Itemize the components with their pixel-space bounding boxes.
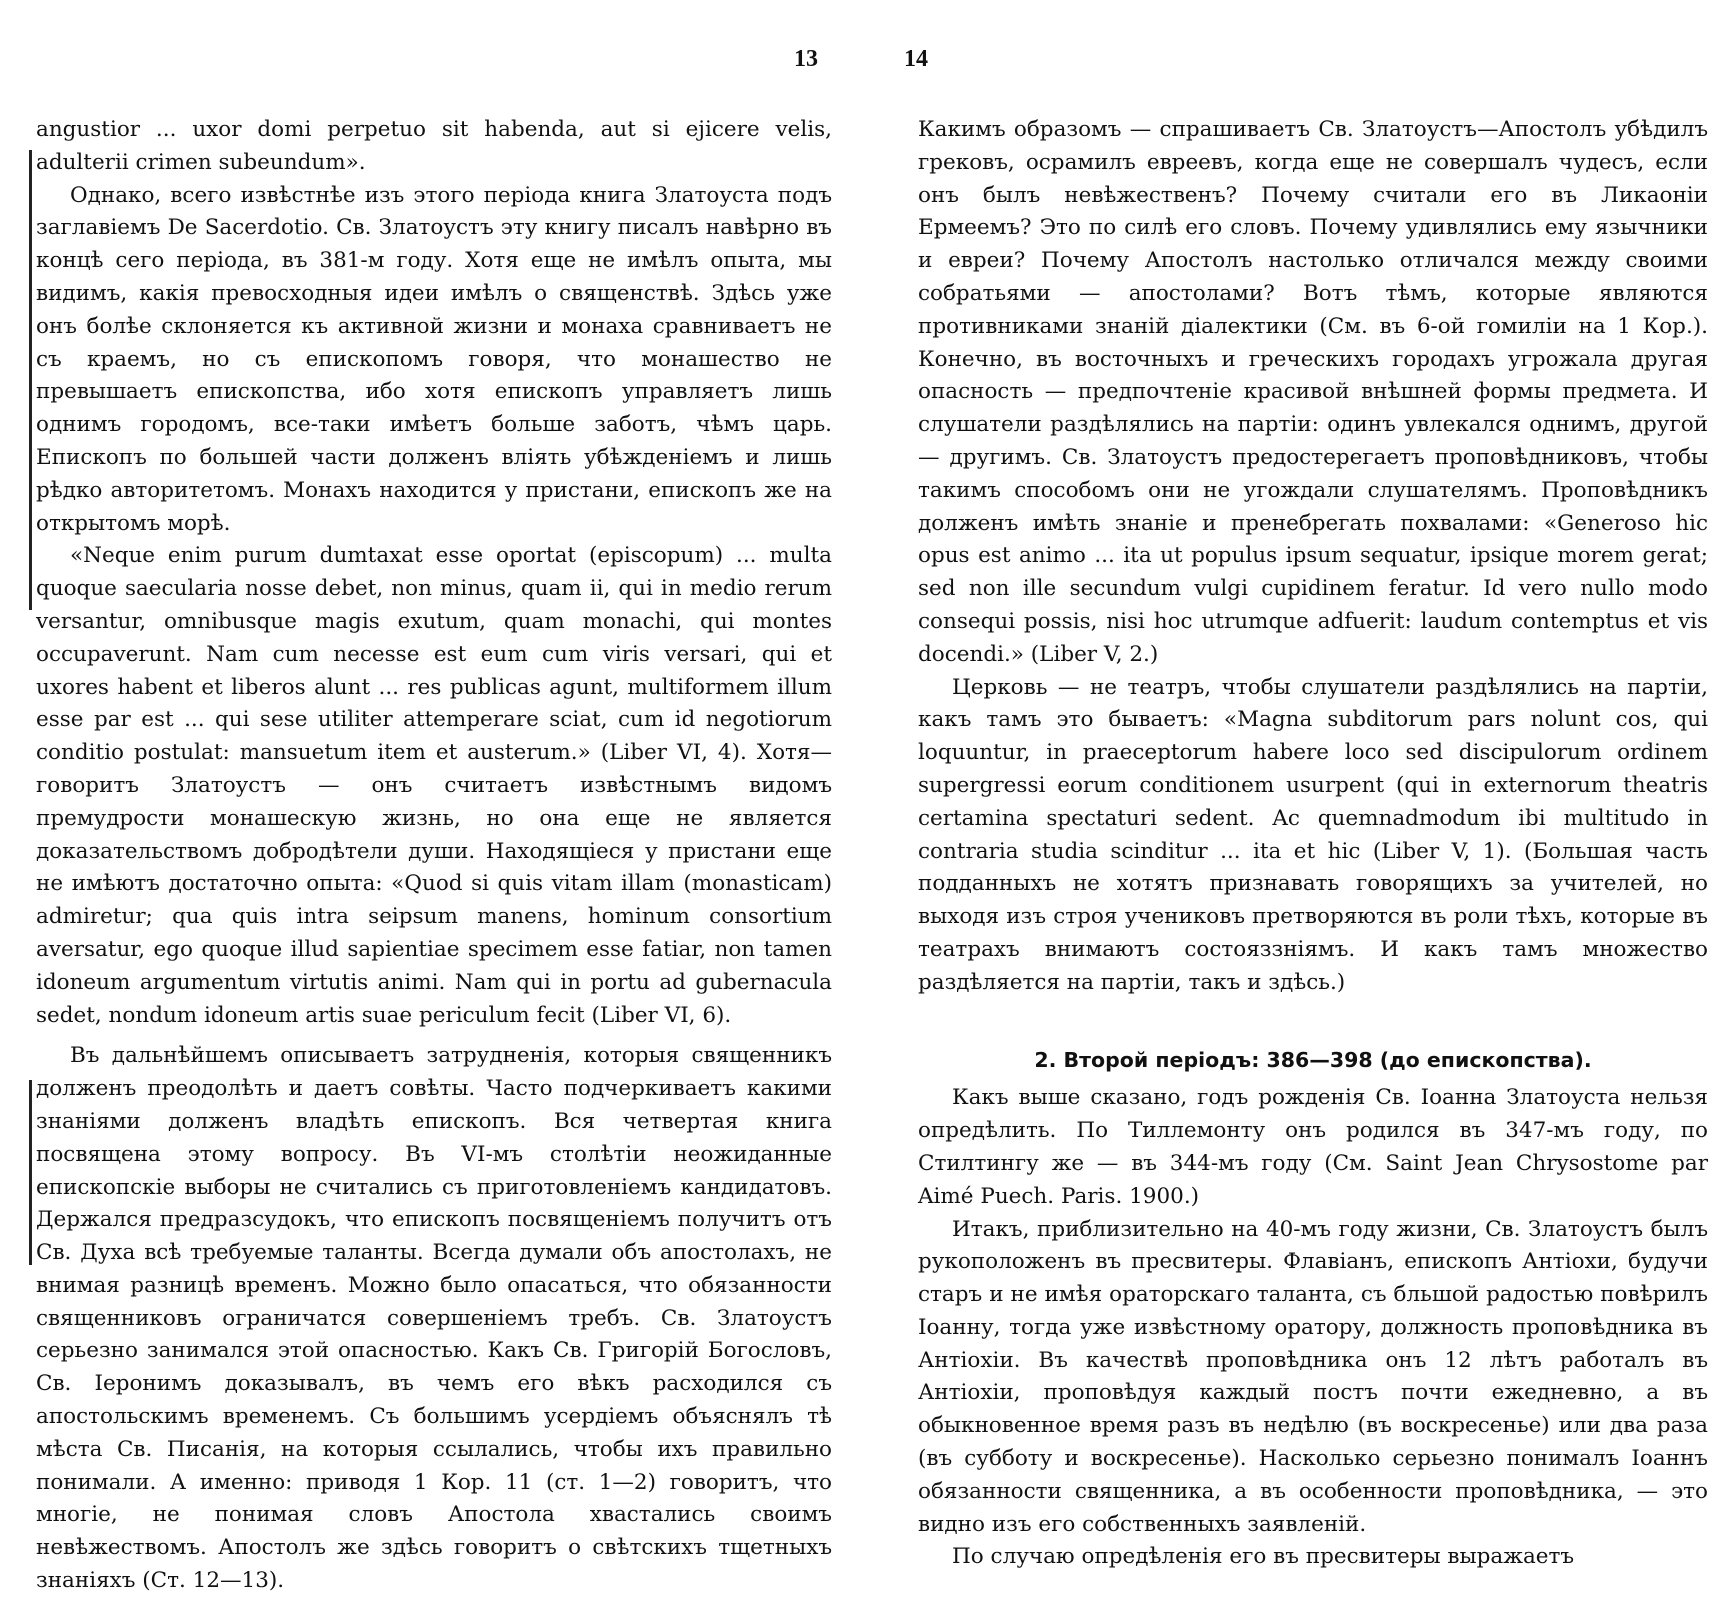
paragraph: Какъ выше сказано, годъ рожденія Св. Іоанна Златоуста нельзя опредѣлить. По Тиллемонту онъ родился въ 347-мъ году, по Стилтингу же — въ 344-мъ году (См. Saint Jean Chrysostome par Aimé Puech. Paris. 1900.) — [918, 1085, 1708, 1209]
left-page — [0, 0, 866, 1594]
paragraph: angustior ... uxor domi perpetuo sit habenda, aut si ejicere velis, adulterii crimen subeundum». — [36, 117, 832, 175]
binding-edge-mark — [29, 1080, 32, 1265]
right-page — [866, 0, 1732, 1570]
paragraph: Въ дальнѣйшемъ описываетъ затрудненія, которыя священникъ долженъ преодолѣть и даетъ совѣты. Часто подчеркиваетъ какими знаніями долженъ владѣть епископъ. Вся четвертая книга посвящена этому вопросу. Въ VI-мъ столѣтіи неожиданные епископскіе выборы не считались съ приготовленіемъ кандидатовъ. Держался предразсудокъ, что епископъ посвященіемъ получитъ отъ Св. Духа всѣ требуемые таланты. Всегда думали объ апостолахъ, не внимая разницѣ временъ. Можно было опасаться, что обязанности священниковъ ограничатся совершеніемъ требъ. Св. Златоустъ серьезно занимался этой опасностью. Какъ Св. Григорій Богословъ, Св. Іеронимъ доказывалъ, въ чемъ его вѣкъ расходился съ апостольскимъ временемъ. Съ большимъ усердіемъ объяснялъ тѣ мѣста Св. Писанія, на которыя ссылались, чтобы ихъ правильно понимали. А именно: приводя 1 Кор. 11 (ст. 1—2) говоритъ, что многіе, не понимая словъ Апостола хвастались своимъ невѣжествомъ. Апостолъ же здѣсь говоритъ о свѣтскихъ тщетныхъ знаніяхъ (Ст. 12—13). — [36, 1043, 832, 1594]
paragraph: По случаю опредѣленія его въ пресвитеры выражаетъ — [952, 1544, 1575, 1570]
paragraph: Итакъ, приблизительно на 40-мъ году жизни, Св. Златоустъ былъ рукоположенъ въ пресвитеры. Флавіанъ, епископъ Антіохи, будучи старъ и не имѣя ораторскаго таланта, съ бльшой радостью повѣрилъ Іоанну, тогда уже извѣстному оратору, должность проповѣдника въ Антіохіи. Въ качествѣ проповѣдника онъ 12 лѣтъ работалъ въ Антіохіи, проповѣдуя каждый постъ почти ежедневно, а въ обыкновенное время разъ въ недѣлю (въ воскресенье) или два раза (въ субботу и воскресенье). Насколько серьезно понималъ Іоаннъ обязанности священника, а въ особенности проповѣдника, — это видно изъ его собственныхъ заявленій. — [918, 1216, 1708, 1537]
right-page-text — [918, 114, 1708, 1574]
left-page-text — [36, 114, 832, 1598]
page-number: 13 — [794, 46, 818, 72]
binding-edge-mark — [29, 150, 32, 610]
section-heading: 2. Второй періодъ: 386—398 (до епископства). — [1034, 1047, 1592, 1072]
page-number: 14 — [904, 46, 928, 72]
paragraph: «Neque enim purum dumtaxat esse oportat (episcopum) ... multa quoque saecularia nosse debet, non minus, quam ii, qui in medio rerum versantur, omnibusque magis exutum, quam monachi, qui montes occupaverunt. Nam cum necesse est eum cum viris versari, qui et uxores habent et liberos alunt ... res publicas agunt, multiformem illum esse par est ... qui sese utiliter attemperare sciat, cum id negotiorum conditio postulat: mansuetum item et austerum.» (Liber VI, 4). Хотя—говоритъ Златоустъ — онъ считаетъ извѣстнымъ видомъ премудрости монашескую жизнь, но она еще не является доказательствомъ добродѣтели души. Находящіеся у пристани еще не имѣютъ достаточно опыта: «Quod si quis vitam illam (monasticam) admiretur; qua quis intra seipsum manens, hominum consortium aversatur, ego quoque illud sapientiae specimem esse fatiar, non tamen idoneum argumentum virtutis animi. Nam qui in portu ad gubernacula sedet, nondum idoneum artis suae periculum fecit (Liber VI, 6). — [36, 543, 832, 1028]
paragraph: Однако, всего извѣстнѣе изъ этого періода книга Златоуста подъ заглавіемъ De Sacerdotio. Св. Златоустъ эту книгу писалъ навѣрно въ концѣ сего періода, въ 381-м году. Хотя еще не имѣлъ опыта, мы видимъ, какія превосходныя идеи имѣлъ о священствѣ. Здѣсь уже онъ болѣе склоняется къ активной жизни и монаха сравниваетъ не съ краемъ, но съ епископомъ говоря, что монашество не превышаетъ епископства, ибо хотя епископъ управляетъ лишь однимъ городомъ, все-таки имѣетъ больше заботъ, чѣмъ царь. Епископъ по большей части долженъ влiять убѣжденіемъ и лишь рѣдко авторитетомъ. Монахъ находится у пристани, епископъ же на открытомъ морѣ. — [36, 182, 832, 536]
paragraph: Какимъ образомъ — спрашиваетъ Св. Златоустъ—Апостолъ убѣдилъ грековъ, осрамилъ евреевъ, когда еще не совершалъ чудесъ, если онъ былъ невѣжественъ? Почему считали его въ Ликаоніи Ермеемъ? Это по силѣ его словъ. Почему удивлялись ему язычники и евреи? Почему Апостолъ настолько отличался между своими собратьями — апостолами? Вотъ тѣмъ, которые являются противниками знаній діалектики (См. въ 6-ой гомиліи на 1 Кор.). Конечно, въ восточныхъ и греческихъ городахъ угрожала другая опасность — предпочтеніе красивой внѣшней формы предмета. И слушатели раздѣлялись на партіи: одинъ увлекался однимъ, другой — другимъ. Св. Златоустъ предостерегаетъ проповѣдниковъ, чтобы такимъ способомъ они не угождали слушателямъ. Проповѣдникъ долженъ имѣть знаніе и пренебрегать похвалами: «Generoso hic opus est animo ... ita ut populus ipsum sequatur, ipsique morem gerat; sed non ille secundum vulgi cupidinem feratur. Id vero nullo modo consequi possis, nisi hoc utrumque adfuerit: laudum contemptus et vis docendi.» (Liber V, 2.) — [918, 117, 1708, 667]
paragraph: Церковь — не театръ, чтобы слушатели раздѣлялись на партіи, какъ тамъ это бываетъ: «Magna subditorum pars nolunt cos, qui loquuntur, in praeceptorum habere loco sed discipulorum ordinem supergressi eorum conditionem usurpent (qui in externorum theatris certamina spectaturi sedent. Ac quemnadmodum ibi multitudo in contraria studia scinditur ... ita et hic (Liber V, 1). (Большая часть подданныхъ не хотятъ признавать говорящихъ за учителей, но выходя изъ строя учениковъ претворяются въ роли тѣхъ, которые въ театрахъ внимаютъ состояззніямъ. И какъ тамъ множество раздѣляется на партіи, такъ и здѣсь.) — [918, 674, 1708, 995]
